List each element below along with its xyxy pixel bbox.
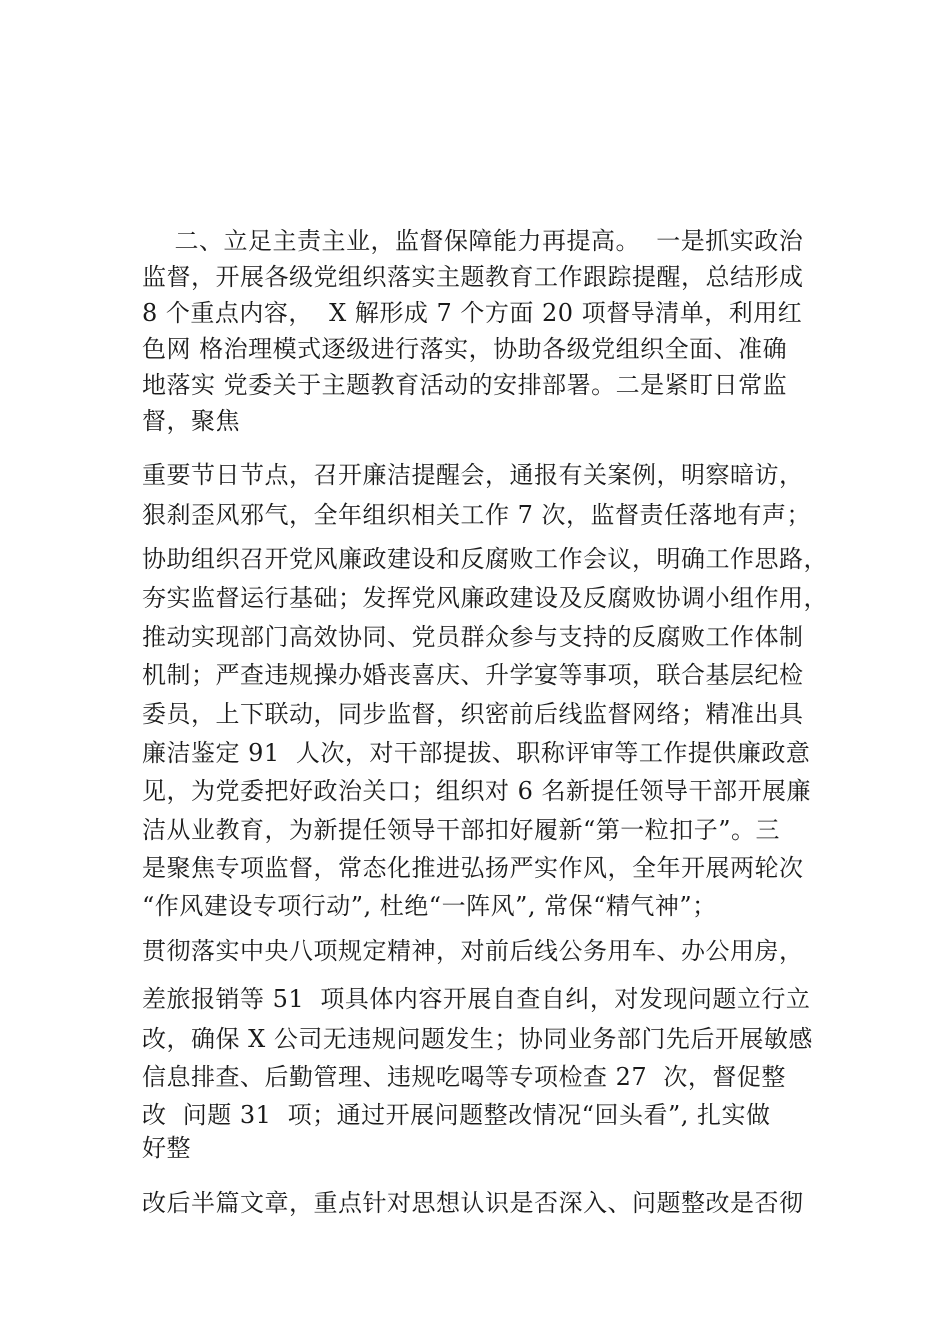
paragraph-line: 8 个重点内容， X 解形成 7 个方面 20 项督导清单，利用红	[142, 299, 803, 327]
paragraph-line: 见，为党委把好政治关口；组织对 6 名新提任领导干部开展廉	[142, 777, 812, 805]
paragraph-line: 廉洁鉴定 91 人次，对干部提拔、职称评审等工作提供廉政意	[142, 739, 811, 767]
paragraph-line: 贯彻落实中央八项规定精神，对前后线公务用车、办公用房，	[142, 937, 804, 965]
paragraph-line: 重要节日节点，召开廉洁提醒会，通报有关案例，明察暗访，	[142, 461, 804, 489]
paragraph-line: 好整	[142, 1134, 191, 1162]
paragraph-line: 地落实 党委关于主题教育活动的安排部署。二是紧盯日常监	[142, 371, 788, 399]
paragraph-line: 色网 格治理模式逐级进行落实，协助各级党组织全面、准确	[142, 335, 788, 363]
paragraph-line: 机制；严查违规操办婚丧喜庆、升学宴等事项，联合基层纪检	[142, 661, 804, 689]
paragraph-line: 协助组织召开党风廉政建设和反腐败工作会议，明确工作思路，	[142, 545, 828, 573]
paragraph-line: 改后半篇文章，重点针对思想认识是否深入、问题整改是否彻	[142, 1189, 804, 1217]
paragraph-line: 狠刹歪风邪气，全年组织相关工作 7 次，监督责任落地有声；	[142, 501, 812, 529]
paragraph-line: 推动实现部门高效协同、党员群众参与支持的反腐败工作体制	[142, 623, 804, 651]
paragraph-line: 二、立足主责主业，监督保障能力再提高。 一是抓实政治	[142, 227, 804, 255]
paragraph-line: 差旅报销等 51 项具体内容开展自查自纠，对发现问题立行立	[142, 985, 811, 1013]
paragraph-line: 洁从业教育，为新提任领导干部扣好履新“第一粒扣子”。三	[142, 816, 781, 844]
paragraph-line: 改，确保 X 公司无违规问题发生；协同业务部门先后开展敏感	[142, 1025, 813, 1053]
paragraph-line: 信息排查、后勤管理、违规吃喝等专项检查 27 次，督促整	[142, 1063, 786, 1091]
paragraph-line: 委员，上下联动，同步监督，织密前后线监督网络；精准出具	[142, 700, 804, 728]
paragraph-line: 监督，开展各级党组织落实主题教育工作跟踪提醒，总结形成	[142, 263, 804, 291]
paragraph-line: 改 问题 31 项；通过开展问题整改情况“回头看”, 扎实做	[142, 1101, 771, 1129]
paragraph-line: 督，聚焦	[142, 407, 240, 435]
paragraph-line: 夯实监督运行基础；发挥党风廉政建设及反腐败协调小组作用，	[142, 584, 828, 612]
paragraph-line: 是聚焦专项监督，常态化推进弘扬严实作风，全年开展两轮次	[142, 854, 804, 882]
paragraph-line: “作风建设专项行动”, 杜绝“一阵风”, 常保“精气神”；	[142, 892, 717, 920]
